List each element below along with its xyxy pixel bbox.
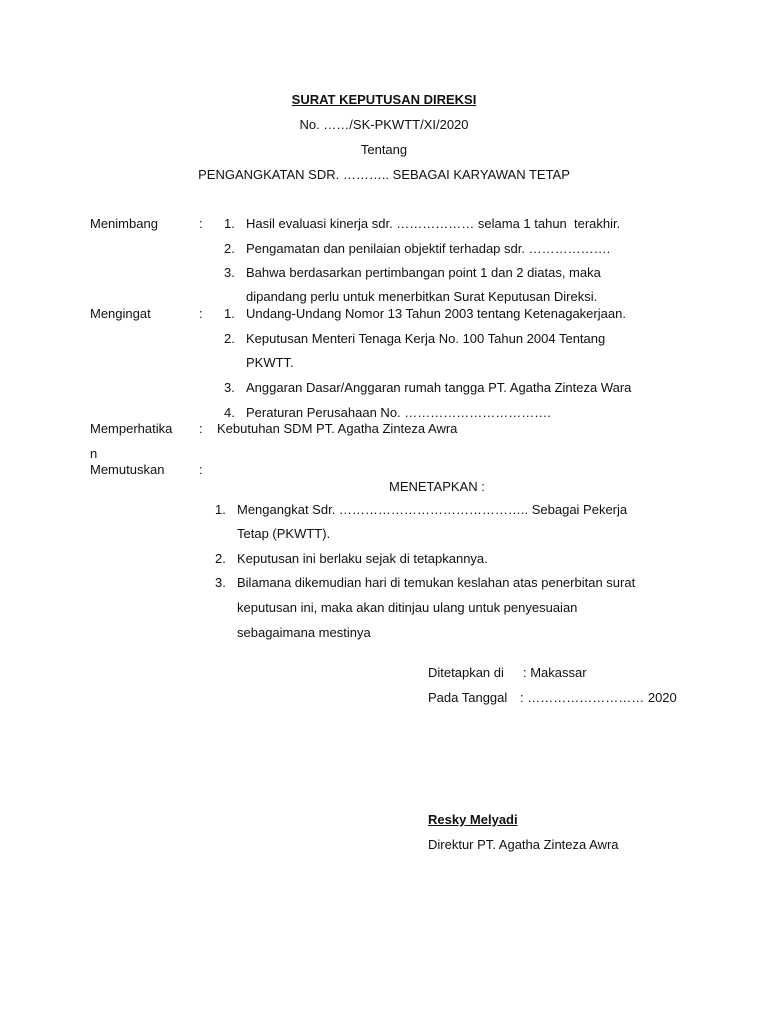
signer-name: Resky Melyadi: [428, 812, 518, 827]
menetapkan-heading: MENETAPKAN :: [389, 479, 485, 494]
memperhatikan-value: Kebutuhan SDM PT. Agatha Zinteza Awra: [217, 421, 458, 436]
document-number: No. ……/SK-PKWTT/XI/2020: [299, 117, 469, 132]
mengingat-item-2-text-line2: PKWTT.: [246, 355, 294, 370]
menimbang-label: Menimbang: [90, 216, 158, 231]
document-title: SURAT KEPUTUSAN DIREKSI: [291, 92, 477, 107]
place-value: : Makassar: [523, 665, 587, 680]
memperhatikan-colon: :: [199, 421, 203, 436]
menimbang-item-1-text: Hasil evaluasi kinerja sdr. ……………… selama 1 tahun terakhir.: [246, 216, 621, 231]
mengingat-item-1-text: Undang-Undang Nomor 13 Tahun 2003 tentang Ketenagakerjaan.: [246, 306, 626, 321]
menimbang-item-3-number: 3.: [224, 265, 235, 280]
mengingat-item-4-text: Peraturan Perusahaan No. …………………………….: [246, 405, 551, 420]
date-value: : ……………………… 2020: [520, 690, 677, 705]
memutuskan-item-3-text-line1: Bilamana dikemudian hari di temukan keslahan atas penerbitan surat: [237, 575, 636, 590]
mengingat-item-2-text-line1: Keputusan Menteri Tenaga Kerja No. 100 Tahun 2004 Tentang: [246, 331, 606, 346]
memutuskan-colon: :: [199, 462, 203, 477]
mengingat-item-2-number: 2.: [224, 331, 235, 346]
menimbang-colon: :: [199, 216, 203, 231]
memutuskan-label: Memutuskan: [90, 462, 165, 477]
memutuskan-item-2-text: Keputusan ini berlaku sejak di tetapkannya.: [237, 551, 488, 566]
menimbang-item-2-text: Pengamatan dan penilaian objektif terhadap sdr. ……………….: [246, 241, 611, 256]
signer-title: Direktur PT. Agatha Zinteza Awra: [428, 837, 619, 852]
memutuskan-item-3-text-line2: keputusan ini, maka akan ditinjau ulang untuk penyesuaian: [237, 600, 578, 615]
memutuskan-item-3-text-line3: sebagaimana mestinya: [237, 625, 371, 640]
mengingat-label: Mengingat: [90, 306, 151, 321]
place-label: Ditetapkan di: [428, 665, 504, 680]
mengingat-item-3-number: 3.: [224, 380, 235, 395]
mengingat-item-1-number: 1.: [224, 306, 235, 321]
mengingat-item-4-number: 4.: [224, 405, 235, 420]
menimbang-item-1-number: 1.: [224, 216, 235, 231]
mengingat-item-3-text: Anggaran Dasar/Anggaran rumah tangga PT. Agatha Zinteza Wara: [246, 380, 632, 395]
memperhatikan-label-line1: Memperhatika: [90, 421, 173, 436]
memutuskan-item-1-number: 1.: [215, 502, 226, 517]
memutuskan-item-1-text-line2: Tetap (PKWTT).: [237, 526, 331, 541]
menimbang-item-2-number: 2.: [224, 241, 235, 256]
document-subject: PENGANGKATAN SDR. ……….. SEBAGAI KARYAWAN TETAP: [198, 167, 570, 182]
mengingat-colon: :: [199, 306, 203, 321]
menimbang-item-3-text-line2: dipandang perlu untuk menerbitkan Surat Keputusan Direksi.: [246, 289, 598, 304]
memutuskan-item-1-text-line1: Mengangkat Sdr. …………………………………….. Sebagai Pekerja: [237, 502, 628, 517]
date-label: Pada Tanggal: [428, 690, 508, 705]
memutuskan-item-3-number: 3.: [215, 575, 226, 590]
menimbang-item-3-text-line1: Bahwa berdasarkan pertimbangan point 1 dan 2 diatas, maka: [246, 265, 601, 280]
memutuskan-item-2-number: 2.: [215, 551, 226, 566]
memperhatikan-label-line2: n: [90, 446, 98, 461]
tentang-label: Tentang: [360, 142, 408, 157]
